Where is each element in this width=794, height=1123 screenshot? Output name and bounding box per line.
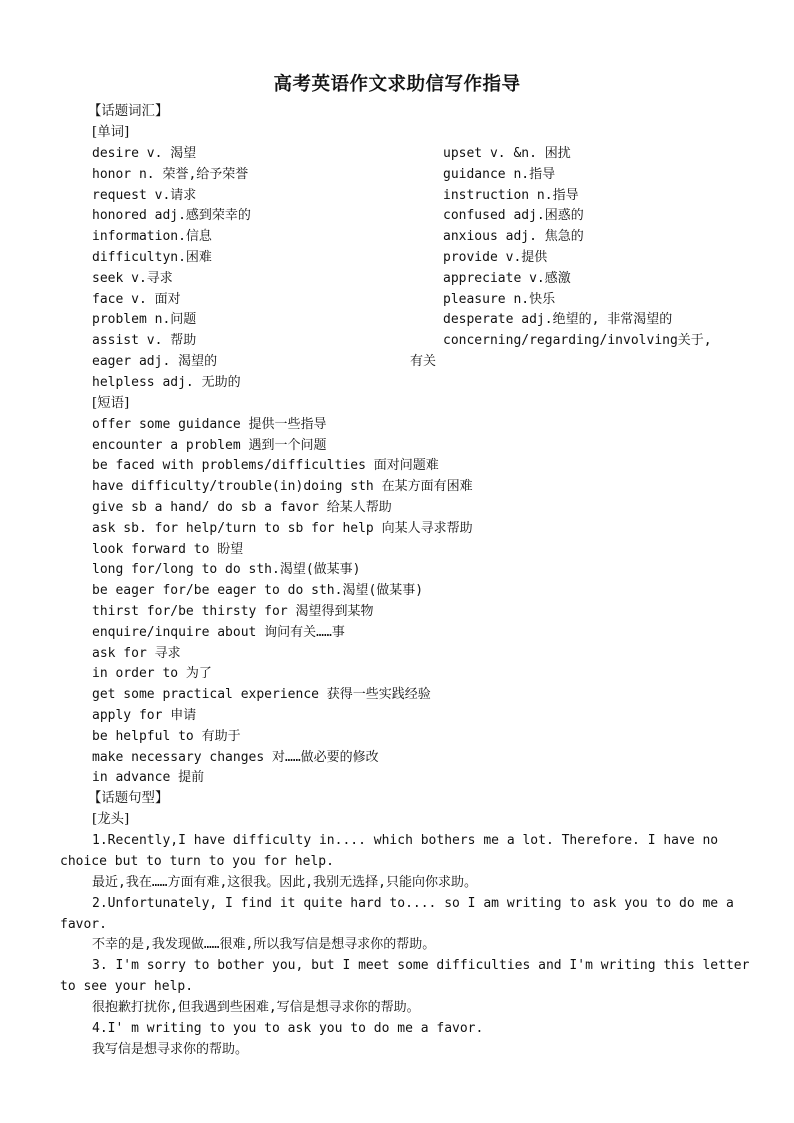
word-item: honor n. 荣誉,给予荣誉	[92, 167, 249, 182]
sentence-english-cont: to see your help.	[60, 979, 194, 994]
page-title: 高考英语作文求助信写作指导	[273, 74, 521, 95]
sentence-chinese: 最近,我在……方面有难,这很我。因此,我别无选择,只能向你求助。	[92, 875, 477, 890]
phrase-item: encounter a problem 遇到一个问题	[92, 438, 327, 453]
word-item: appreciate v.感激	[443, 271, 571, 286]
word-item: problem n.问题	[92, 312, 197, 327]
phrase-item: offer some guidance 提供一些指导	[92, 417, 327, 432]
phrase-item: be faced with problems/difficulties 面对问题难	[92, 458, 439, 473]
sentence-english-cont: choice but to turn to you for help.	[60, 854, 334, 869]
sentence-chinese: 我写信是想寻求你的帮助。	[92, 1042, 249, 1057]
word-item: assist v. 帮助	[92, 333, 197, 348]
phrase-item: be eager for/be eager to do sth.渴望(做某事)	[92, 583, 424, 598]
sentence-english: 4.I' m writing to you to ask you to do me a favor.	[92, 1021, 484, 1036]
phrase-item: look forward to 盼望	[92, 542, 244, 557]
word-item-continuation: 有关	[410, 354, 437, 369]
word-item: difficultyn.困难	[92, 250, 212, 265]
phrase-item: be helpful to 有助于	[92, 729, 241, 744]
sentence-chinese: 很抱歉打扰你,但我遇到些困难,写信是想寻求你的帮助。	[92, 1000, 420, 1015]
phrase-item: make necessary changes 对……做必要的修改	[92, 750, 379, 765]
phrase-item: get some practical experience 获得一些实践经验	[92, 687, 431, 702]
phrase-item: in advance 提前	[92, 770, 205, 785]
phrase-item: long for/long to do sth.渴望(做某事)	[92, 562, 361, 577]
word-item: provide v.提供	[443, 250, 548, 265]
word-item: anxious adj. 焦急的	[443, 229, 584, 244]
word-item: eager adj. 渴望的	[92, 354, 218, 369]
word-item: instruction n.指导	[443, 188, 579, 203]
sentence-english-cont: favor.	[60, 917, 107, 932]
word-item: pleasure n.快乐	[443, 292, 556, 307]
sentence-english: 1.Recently,I have difficulty in.... which bothers me a lot. Therefore. I have no	[92, 833, 719, 848]
phrase-item: ask for 寻求	[92, 646, 181, 661]
word-item: concerning/regarding/involving关于,	[443, 333, 712, 348]
word-item: desperate adj.绝望的, 非常渴望的	[443, 312, 673, 327]
phrase-item: enquire/inquire about 询问有关……事	[92, 625, 345, 640]
word-item: guidance n.指导	[443, 167, 556, 182]
opening-heading: [龙头]	[92, 812, 130, 827]
phrase-item: thirst for/be thirsty for 渴望得到某物	[92, 604, 374, 619]
section-heading-sentences: 【话题句型】	[88, 791, 169, 806]
words-heading: [单词]	[92, 125, 130, 140]
phrase-item: give sb a hand/ do sb a favor 给某人帮助	[92, 500, 392, 515]
word-item: confused adj.困惑的	[443, 208, 584, 223]
sentence-english: 2.Unfortunately, I find it quite hard to.... so I am writing to ask you to do me a	[92, 896, 734, 911]
word-item: face v. 面对	[92, 292, 181, 307]
word-item: seek v.寻求	[92, 271, 173, 286]
word-item: information.信息	[92, 229, 212, 244]
phrase-item: have difficulty/trouble(in)doing sth 在某方面有困难	[92, 479, 473, 494]
word-item: helpless adj. 无助的	[92, 375, 241, 390]
word-item: request v.请求	[92, 188, 197, 203]
phrase-item: in order to 为了	[92, 666, 212, 681]
word-item: honored adj.感到荣幸的	[92, 208, 251, 223]
phrase-item: ask sb. for help/turn to sb for help 向某人寻求帮助	[92, 521, 473, 536]
phrase-item: apply for 申请	[92, 708, 197, 723]
word-item: upset v. &n. 困扰	[443, 146, 571, 161]
phrases-heading: [短语]	[92, 396, 130, 411]
sentence-english: 3. I'm sorry to bother you, but I meet some difficulties and I'm writing this letter	[92, 958, 750, 973]
word-item: desire v. 渴望	[92, 146, 197, 161]
section-heading-vocabulary: 【话题词汇】	[88, 104, 169, 119]
sentence-chinese: 不幸的是,我发现做……很难,所以我写信是想寻求你的帮助。	[92, 937, 436, 952]
